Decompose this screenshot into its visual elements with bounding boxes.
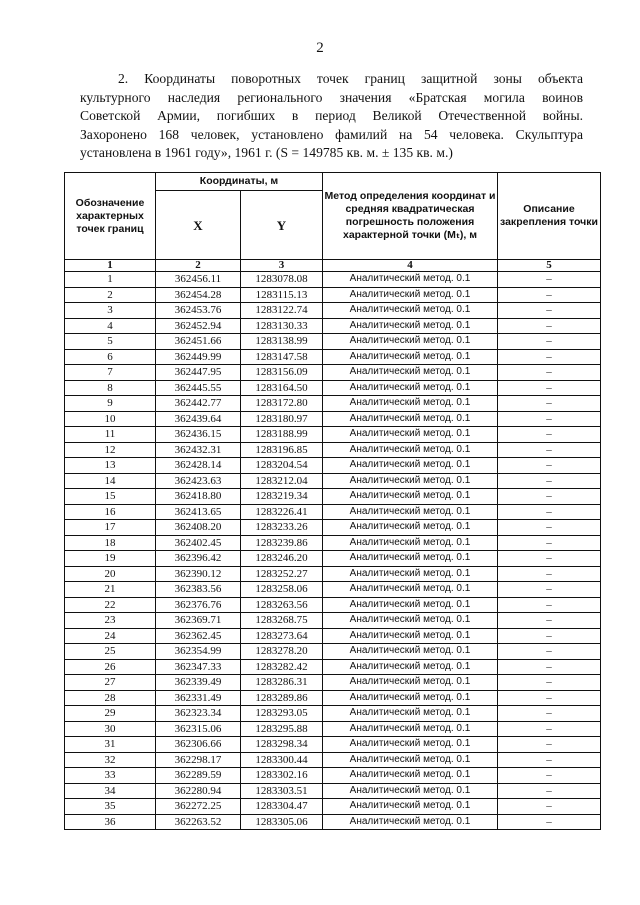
table-row: [65, 551, 601, 567]
description-cell: –: [498, 442, 601, 458]
point-number-cell: 21: [65, 582, 156, 598]
table-row: [65, 613, 601, 629]
description-cell: –: [498, 520, 601, 536]
y-coordinate-cell: 1283115.13: [241, 287, 323, 303]
table-row: [65, 380, 601, 396]
description-cell: –: [498, 814, 601, 830]
page-number: 2: [316, 40, 324, 56]
table-row: [65, 442, 601, 458]
description-cell: –: [498, 427, 601, 443]
point-number-cell: 4: [65, 318, 156, 334]
y-coordinate-cell: 1283130.33: [241, 318, 323, 334]
description-cell: –: [498, 272, 601, 288]
x-coordinate-cell: 362315.06: [156, 721, 241, 737]
y-coordinate-cell: 1283239.86: [241, 535, 323, 551]
description-cell: –: [498, 489, 601, 505]
x-coordinate-cell: 362390.12: [156, 566, 241, 582]
point-number-cell: 19: [65, 551, 156, 567]
point-number-cell: 17: [65, 520, 156, 536]
header-y: Y: [241, 191, 323, 260]
method-cell: Аналитический метод. 0.1: [323, 520, 498, 536]
y-coordinate-cell: 1283300.44: [241, 752, 323, 768]
x-coordinate-cell: 362323.34: [156, 706, 241, 722]
y-coordinate-cell: 1283078.08: [241, 272, 323, 288]
column-number: 4: [323, 260, 498, 272]
method-cell: Аналитический метод. 0.1: [323, 442, 498, 458]
x-coordinate-cell: 362453.76: [156, 303, 241, 319]
point-number-cell: 28: [65, 690, 156, 706]
y-coordinate-cell: 1283246.20: [241, 551, 323, 567]
table-row: [65, 349, 601, 365]
method-cell: Аналитический метод. 0.1: [323, 458, 498, 474]
method-cell: Аналитический метод. 0.1: [323, 566, 498, 582]
x-coordinate-cell: 362456.11: [156, 272, 241, 288]
x-coordinate-cell: 362452.94: [156, 318, 241, 334]
y-coordinate-cell: 1283252.27: [241, 566, 323, 582]
description-cell: –: [498, 473, 601, 489]
method-cell: Аналитический метод. 0.1: [323, 737, 498, 753]
description-cell: –: [498, 752, 601, 768]
y-coordinate-cell: 1283233.26: [241, 520, 323, 536]
method-cell: Аналитический метод. 0.1: [323, 814, 498, 830]
table-row: [65, 287, 601, 303]
coordinates-table: [64, 172, 601, 830]
y-coordinate-cell: 1283263.56: [241, 597, 323, 613]
point-number-cell: 12: [65, 442, 156, 458]
header-method: Метод определения координат и средняя квадратическая погрешность положения характерной точки (Mₜ), м: [323, 173, 498, 260]
table-row: [65, 334, 601, 350]
x-coordinate-cell: 362354.99: [156, 644, 241, 660]
column-number: 2: [156, 260, 241, 272]
point-number-cell: 7: [65, 365, 156, 381]
description-cell: –: [498, 365, 601, 381]
y-coordinate-cell: 1283273.64: [241, 628, 323, 644]
description-cell: –: [498, 380, 601, 396]
point-number-cell: 2: [65, 287, 156, 303]
point-number-cell: 26: [65, 659, 156, 675]
description-cell: –: [498, 690, 601, 706]
x-coordinate-cell: 362418.80: [156, 489, 241, 505]
point-number-cell: 30: [65, 721, 156, 737]
point-number-cell: 31: [65, 737, 156, 753]
description-cell: –: [498, 458, 601, 474]
method-cell: Аналитический метод. 0.1: [323, 489, 498, 505]
table-row: [65, 737, 601, 753]
method-cell: Аналитический метод. 0.1: [323, 504, 498, 520]
point-number-cell: 32: [65, 752, 156, 768]
table-row: [65, 458, 601, 474]
table-row: [65, 644, 601, 660]
header-x: X: [156, 191, 241, 260]
point-number-cell: 1: [65, 272, 156, 288]
y-coordinate-cell: 1283304.47: [241, 799, 323, 815]
description-cell: –: [498, 675, 601, 691]
y-coordinate-cell: 1283295.88: [241, 721, 323, 737]
x-coordinate-cell: 362408.20: [156, 520, 241, 536]
point-number-cell: 22: [65, 597, 156, 613]
description-cell: –: [498, 721, 601, 737]
table-row: [65, 272, 601, 288]
method-cell: Аналитический метод. 0.1: [323, 721, 498, 737]
table-row: [65, 706, 601, 722]
column-number: 5: [498, 260, 601, 272]
x-coordinate-cell: 362383.56: [156, 582, 241, 598]
x-coordinate-cell: 362272.25: [156, 799, 241, 815]
y-coordinate-cell: 1283258.06: [241, 582, 323, 598]
description-cell: –: [498, 303, 601, 319]
x-coordinate-cell: 362396.42: [156, 551, 241, 567]
y-coordinate-cell: 1283180.97: [241, 411, 323, 427]
x-coordinate-cell: 362436.15: [156, 427, 241, 443]
method-cell: Аналитический метод. 0.1: [323, 628, 498, 644]
description-cell: –: [498, 613, 601, 629]
point-number-cell: 23: [65, 613, 156, 629]
x-coordinate-cell: 362376.76: [156, 597, 241, 613]
method-cell: Аналитический метод. 0.1: [323, 334, 498, 350]
x-coordinate-cell: 362289.59: [156, 768, 241, 784]
y-coordinate-cell: 1283172.80: [241, 396, 323, 412]
y-coordinate-cell: 1283156.09: [241, 365, 323, 381]
point-number-cell: 29: [65, 706, 156, 722]
table-row: [65, 473, 601, 489]
table-row: [65, 411, 601, 427]
y-coordinate-cell: 1283212.04: [241, 473, 323, 489]
header-point: Обозначение характерных точек границ: [65, 173, 156, 260]
y-coordinate-cell: 1283268.75: [241, 613, 323, 629]
table-row: [65, 365, 601, 381]
description-cell: –: [498, 783, 601, 799]
description-cell: –: [498, 628, 601, 644]
table-row: [65, 520, 601, 536]
description-cell: –: [498, 597, 601, 613]
x-coordinate-cell: 362451.66: [156, 334, 241, 350]
y-coordinate-cell: 1283204.54: [241, 458, 323, 474]
x-coordinate-cell: 362439.64: [156, 411, 241, 427]
x-coordinate-cell: 362454.28: [156, 287, 241, 303]
header-coordinates: Координаты, м: [156, 173, 323, 191]
x-coordinate-cell: 362339.49: [156, 675, 241, 691]
method-cell: Аналитический метод. 0.1: [323, 690, 498, 706]
table-row: [65, 814, 601, 830]
method-cell: Аналитический метод. 0.1: [323, 535, 498, 551]
method-cell: Аналитический метод. 0.1: [323, 396, 498, 412]
point-number-cell: 14: [65, 473, 156, 489]
x-coordinate-cell: 362423.63: [156, 473, 241, 489]
description-cell: –: [498, 287, 601, 303]
method-cell: Аналитический метод. 0.1: [323, 303, 498, 319]
method-cell: Аналитический метод. 0.1: [323, 272, 498, 288]
table-row: [65, 396, 601, 412]
point-number-cell: 36: [65, 814, 156, 830]
table-row: [65, 628, 601, 644]
heading-line: культурного наследия регионального значения «Братская могила воинов: [80, 89, 583, 105]
column-number: 1: [65, 260, 156, 272]
method-cell: Аналитический метод. 0.1: [323, 349, 498, 365]
point-number-cell: 16: [65, 504, 156, 520]
table-body: [65, 272, 601, 830]
description-cell: –: [498, 737, 601, 753]
heading-line: установлена в 1961 году», 1961 г. (S = 149785 кв. м. ± 135 кв. м.): [80, 145, 453, 160]
point-number-cell: 11: [65, 427, 156, 443]
description-cell: –: [498, 644, 601, 660]
x-coordinate-cell: 362442.77: [156, 396, 241, 412]
description-cell: –: [498, 768, 601, 784]
point-number-cell: 24: [65, 628, 156, 644]
method-cell: Аналитический метод. 0.1: [323, 752, 498, 768]
point-number-cell: 10: [65, 411, 156, 427]
description-cell: –: [498, 535, 601, 551]
y-coordinate-cell: 1283305.06: [241, 814, 323, 830]
table-row: [65, 597, 601, 613]
point-number-cell: 13: [65, 458, 156, 474]
point-number-cell: 33: [65, 768, 156, 784]
method-cell: Аналитический метод. 0.1: [323, 659, 498, 675]
method-cell: Аналитический метод. 0.1: [323, 582, 498, 598]
method-cell: Аналитический метод. 0.1: [323, 799, 498, 815]
table-row: [65, 489, 601, 505]
x-coordinate-cell: 362347.33: [156, 659, 241, 675]
method-cell: Аналитический метод. 0.1: [323, 551, 498, 567]
point-number-cell: 5: [65, 334, 156, 350]
point-number-cell: 3: [65, 303, 156, 319]
description-cell: –: [498, 318, 601, 334]
method-cell: Аналитический метод. 0.1: [323, 706, 498, 722]
point-number-cell: 9: [65, 396, 156, 412]
x-coordinate-cell: 362263.52: [156, 814, 241, 830]
y-coordinate-cell: 1283226.41: [241, 504, 323, 520]
section-heading: [80, 70, 583, 163]
table-row: [65, 659, 601, 675]
description-cell: –: [498, 566, 601, 582]
point-number-cell: 35: [65, 799, 156, 815]
x-coordinate-cell: 362331.49: [156, 690, 241, 706]
header-description: Описание закрепления точки: [498, 173, 601, 260]
method-cell: Аналитический метод. 0.1: [323, 597, 498, 613]
x-coordinate-cell: 362369.71: [156, 613, 241, 629]
table-row: [65, 318, 601, 334]
point-number-cell: 6: [65, 349, 156, 365]
heading-line: Захоронено 168 человек, установлено фамилий на 54 человека. Скульптура: [80, 126, 583, 142]
y-coordinate-cell: 1283188.99: [241, 427, 323, 443]
description-cell: –: [498, 504, 601, 520]
point-number-cell: 8: [65, 380, 156, 396]
y-coordinate-cell: 1283147.58: [241, 349, 323, 365]
x-coordinate-cell: 362432.31: [156, 442, 241, 458]
method-cell: Аналитический метод. 0.1: [323, 613, 498, 629]
table-row: [65, 690, 601, 706]
method-cell: Аналитический метод. 0.1: [323, 318, 498, 334]
x-coordinate-cell: 362280.94: [156, 783, 241, 799]
y-coordinate-cell: 1283278.20: [241, 644, 323, 660]
heading-line: 2. Координаты поворотных точек границ защитной зоны объекта: [118, 71, 583, 86]
method-cell: Аналитический метод. 0.1: [323, 783, 498, 799]
x-coordinate-cell: 362449.99: [156, 349, 241, 365]
x-coordinate-cell: 362413.65: [156, 504, 241, 520]
description-cell: –: [498, 396, 601, 412]
table-row: [65, 535, 601, 551]
point-number-cell: 15: [65, 489, 156, 505]
table-row: [65, 566, 601, 582]
description-cell: –: [498, 334, 601, 350]
method-cell: Аналитический метод. 0.1: [323, 427, 498, 443]
x-coordinate-cell: 362402.45: [156, 535, 241, 551]
y-coordinate-cell: 1283122.74: [241, 303, 323, 319]
heading-line: Советской Армии, погибших в период Великой Отечественной войны.: [80, 108, 583, 123]
column-number-row: [65, 260, 601, 272]
table-row: [65, 675, 601, 691]
y-coordinate-cell: 1283138.99: [241, 334, 323, 350]
y-coordinate-cell: 1283164.50: [241, 380, 323, 396]
x-coordinate-cell: 362362.45: [156, 628, 241, 644]
description-cell: –: [498, 582, 601, 598]
table-row: [65, 721, 601, 737]
point-number-cell: 18: [65, 535, 156, 551]
point-number-cell: 34: [65, 783, 156, 799]
description-cell: –: [498, 411, 601, 427]
table-row: [65, 799, 601, 815]
table-row: [65, 582, 601, 598]
y-coordinate-cell: 1283298.34: [241, 737, 323, 753]
method-cell: Аналитический метод. 0.1: [323, 380, 498, 396]
table-row: [65, 752, 601, 768]
description-cell: –: [498, 706, 601, 722]
x-coordinate-cell: 362298.17: [156, 752, 241, 768]
method-cell: Аналитический метод. 0.1: [323, 411, 498, 427]
table-row: [65, 427, 601, 443]
table-row: [65, 783, 601, 799]
description-cell: –: [498, 799, 601, 815]
y-coordinate-cell: 1283303.51: [241, 783, 323, 799]
point-number-cell: 20: [65, 566, 156, 582]
description-cell: –: [498, 551, 601, 567]
y-coordinate-cell: 1283302.16: [241, 768, 323, 784]
x-coordinate-cell: 362445.55: [156, 380, 241, 396]
method-cell: Аналитический метод. 0.1: [323, 644, 498, 660]
method-cell: Аналитический метод. 0.1: [323, 768, 498, 784]
description-cell: –: [498, 349, 601, 365]
table-row: [65, 303, 601, 319]
table-row: [65, 504, 601, 520]
x-coordinate-cell: 362447.95: [156, 365, 241, 381]
method-cell: Аналитический метод. 0.1: [323, 675, 498, 691]
point-number-cell: 27: [65, 675, 156, 691]
y-coordinate-cell: 1283196.85: [241, 442, 323, 458]
y-coordinate-cell: 1283286.31: [241, 675, 323, 691]
y-coordinate-cell: 1283219.34: [241, 489, 323, 505]
column-number: 3: [241, 260, 323, 272]
y-coordinate-cell: 1283289.86: [241, 690, 323, 706]
y-coordinate-cell: 1283282.42: [241, 659, 323, 675]
y-coordinate-cell: 1283293.05: [241, 706, 323, 722]
method-cell: Аналитический метод. 0.1: [323, 365, 498, 381]
table-row: [65, 768, 601, 784]
x-coordinate-cell: 362306.66: [156, 737, 241, 753]
x-coordinate-cell: 362428.14: [156, 458, 241, 474]
description-cell: –: [498, 659, 601, 675]
method-cell: Аналитический метод. 0.1: [323, 287, 498, 303]
method-cell: Аналитический метод. 0.1: [323, 473, 498, 489]
point-number-cell: 25: [65, 644, 156, 660]
